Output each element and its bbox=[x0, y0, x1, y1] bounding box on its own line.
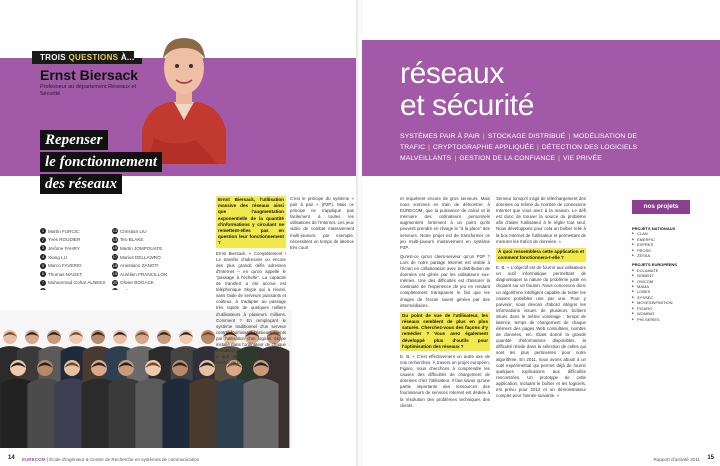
name-text: Xiang LU bbox=[48, 254, 67, 260]
topic-separator: | bbox=[568, 133, 571, 140]
project-item: ▶ EXPRES bbox=[632, 242, 694, 247]
col2-paragraph-1: Serveur lorsqu'il s'agit de téléchargement des données ou même du nombre de connexions Internet que vous avez à la maison. Le défi est donc de trouver la source du problème afin d'aider l'utilisateur à le régler tout seul. Nous développons pour cela un boîtier relié à la box Internet de l'utilisateur et permettant de mesurer les trafics de données. » bbox=[496, 196, 586, 244]
left-page bbox=[0, 0, 358, 466]
topic-separator: | bbox=[482, 133, 485, 140]
topic-separator: | bbox=[558, 155, 561, 162]
topic-separator: | bbox=[537, 144, 539, 151]
interviewee-name: Ernst Biersack bbox=[40, 67, 139, 83]
interview-column-1 bbox=[216, 196, 286, 369]
projects-heading-european: PROJETS EUROPÉENS bbox=[632, 262, 677, 268]
topic-separator: | bbox=[454, 155, 457, 162]
team-name-item bbox=[40, 236, 110, 245]
name-text: Jérôme FAHRY bbox=[48, 245, 80, 251]
footer-rest: | École d'ingénieur & Centre de Recherche en systèmes de communication bbox=[45, 457, 200, 462]
title-line-2: le fonctionnement bbox=[40, 152, 162, 172]
article-title bbox=[40, 130, 162, 196]
project-item: ▶ SYSSEC bbox=[632, 295, 694, 300]
project-item: ▶ EMERFIC bbox=[632, 237, 694, 242]
kicker-highlight: QUESTIONS bbox=[68, 53, 119, 62]
title-line-1: Repenser bbox=[40, 130, 108, 150]
topic-item: GESTION DE LA CONFIANCE bbox=[459, 155, 556, 162]
project-item: ▶ OWCOM bbox=[632, 279, 694, 284]
right-footer-text: Rapport d'activité 2011 bbox=[653, 457, 700, 462]
section-title bbox=[400, 58, 534, 122]
topic-item: DÉTECTION DES LOGICIELS MALVEILLANTS bbox=[400, 144, 638, 162]
team-name-item bbox=[40, 253, 110, 262]
question-2: Du point de vue de l'utilisateur, les réseaux semblent de plus en plus saturés. Cherchez-vous des façons d'y remédier ? Vous avez également développé plus d'outils pour l'optimisation des réseaux ? bbox=[400, 312, 490, 351]
answer-2: C'est le principe du système « pair à pair » (P2P). Mais ce principe ne s'applique pas facilement à toutes les utilisations de l'Internet. Les jeux vidéo de combat massivement multi-joueurs, par exemple, nécessitent un temps de latence très court bbox=[290, 196, 354, 250]
name-number-badge: 4 bbox=[41, 254, 45, 260]
team-name-item bbox=[40, 261, 110, 270]
name-number-badge: 1 bbox=[41, 228, 45, 234]
article-column-1 bbox=[400, 196, 490, 412]
team-name-item bbox=[40, 270, 110, 279]
team-name-item bbox=[112, 279, 182, 288]
col2-paragraph-2: E. B. « L'objectif est de fournir aux utilisateurs un outil informatique permettant de diagnostiquer la nature du problème juste en cliquant sur un bouton. Nous concevons donc un algorithme intelligent capable de tester les causes possibles une par une. Pour y parvenir, nous devons d'abord intégrer les informations issues de plusieurs boîtiers situés dans le même voisinage : temps de latence, temps de chargement de chaque élément des pages Web consultées, nombre de données, etc. Étant donné la grande quantité d'informations disponibles, la difficulté réside dans la sélection de celles qui sont les plus pertinentes pour notre algorithme. En 2011, nous avons abouti à un outil expérimental qui permet déjà de fournir quelques explications aux difficultés rencontrées. Un prototype de cette application, incluant le boîtier et les logiciels, est prévu pour 2012 et un démonstrateur complet pour l'année suivante. » bbox=[496, 265, 586, 399]
right-footer bbox=[362, 452, 720, 466]
team-name-item bbox=[112, 227, 182, 236]
kicker-prefix: TROIS bbox=[40, 53, 69, 62]
project-item: ▶ NOBENT bbox=[632, 273, 694, 278]
name-text: Martin FURCIC bbox=[48, 228, 80, 234]
name-text: Olivier BOGACK bbox=[120, 280, 154, 286]
topic-item: CRYPTOGRAPHIE APPLIQUÉE bbox=[433, 144, 535, 151]
name-number-badge: 17 bbox=[112, 254, 118, 260]
name-text: Anestiano ZANOTI bbox=[120, 263, 159, 269]
topic-item: STOCKAGE DISTRIBUÉ bbox=[487, 133, 566, 140]
topic-separator: | bbox=[428, 144, 431, 151]
left-page-number: 14 bbox=[8, 455, 15, 461]
name-text: Thomas MAGET bbox=[48, 271, 83, 277]
project-item: ▶ ZESSA bbox=[632, 253, 694, 258]
article-column-2 bbox=[496, 196, 586, 402]
team-name-item bbox=[112, 236, 182, 245]
question-1: Ernst Biersack, l'utilisation massive des réseaux ainsi que l'augmentation exponentielle de la quantité d'informations y circulant ne remettent-elles pas en question leur fonctionnement ? bbox=[216, 196, 286, 248]
team-name-item bbox=[40, 227, 110, 236]
project-item: ▶ PHI-SERIES bbox=[632, 317, 694, 322]
name-number-badge: 7 bbox=[41, 279, 45, 285]
name-number-badge: 16 bbox=[112, 245, 118, 251]
topic-item: SYSTÈMES PAIR À PAIR bbox=[400, 133, 480, 140]
team-name-item bbox=[112, 261, 182, 270]
kicker-suffix: À... bbox=[118, 53, 135, 62]
project-item: ▶ ECLAMATE bbox=[632, 268, 694, 273]
project-item: ▶ FIGARO bbox=[632, 306, 694, 311]
name-number-badge: 6 bbox=[41, 271, 45, 277]
title-line-3: des réseaux bbox=[40, 174, 122, 194]
col1-paragraph-2: Qu'est-ce qu'un client-serveur qu'un P2P ? Lors de notre partage Internet est visible à l'écran en collaboration avec la distribution de données est gérée par les utilisateurs eux-mêmes. Une des difficultés est d'assurer la continuité de l'expérience de jeu en rendant complètement transparent le fait que les images de l'écran soient gérées par des intermédiaires. bbox=[400, 253, 490, 308]
name-text: Marius DELLAWRO bbox=[120, 254, 161, 260]
name-text: Teo BLAKE bbox=[120, 237, 144, 243]
name-number-badge: 19 bbox=[112, 271, 118, 277]
name-number-badge: 5 bbox=[41, 262, 45, 268]
interview-column-2 bbox=[290, 196, 354, 254]
name-number-badge: 2 bbox=[41, 236, 45, 242]
research-topics bbox=[400, 131, 700, 164]
name-text: Muhammad Gohar ALNEES bbox=[48, 280, 106, 286]
team-name-item bbox=[112, 270, 182, 279]
answer-1: Ernst Biersack. « Complètement ! Le transfer d'adresses ou encore des plus grands défis adresses d'Internet – en qu'on appelle le "passage à l'échelle". La capacité de transfert a été accrue est téléphonique Skype qui a réussi, sans l'aide de serveurs puissants et coûteux, à s'adapter au passage très rapide de quelques milliers d'utilisateurs à plusieurs millions. Comment ? En remplaçant le système traditionnel d'un serveur central fournissant plusieurs clients par l'utilisation d'un logiciel Skype installé dans l'ordinateur de chaque utilisateur, qui permettent de mettre à leur tour leurs ressources au service de tous. bbox=[216, 250, 286, 366]
team-name-item bbox=[112, 253, 182, 262]
kicker-label bbox=[32, 51, 142, 64]
project-item: ▶ WOMBAT bbox=[632, 311, 694, 316]
name-text: Aurélien FRANCILLON bbox=[120, 271, 168, 277]
name-number-badge: 15 bbox=[112, 236, 118, 242]
name-text: Yves ROUDIER bbox=[48, 237, 81, 243]
name-number-badge: 14 bbox=[112, 228, 118, 234]
name-text: Martin JOMPOUATE bbox=[120, 245, 163, 251]
name-text: Marco FAVERIO bbox=[48, 263, 82, 269]
footer-brand: EURECOM bbox=[22, 457, 46, 462]
project-item: ▶ LOBES bbox=[632, 289, 694, 294]
name-number-badge: 20 bbox=[112, 279, 118, 285]
project-item: ▶ MOVESINFINITION bbox=[632, 300, 694, 305]
projects-tab: nos projets bbox=[632, 200, 690, 214]
project-item: ▶ PROSE bbox=[632, 248, 694, 253]
team-name-item bbox=[40, 279, 110, 288]
question-3: À quoi ressemblera cette application et comment fonctionnera-t-elle ? bbox=[496, 248, 586, 262]
section-title-line-2: et sécurité bbox=[400, 89, 534, 122]
section-title-line-1: réseaux bbox=[400, 57, 504, 90]
team-name-item bbox=[40, 244, 110, 253]
projects-list-national bbox=[632, 231, 694, 258]
left-footer bbox=[0, 452, 358, 466]
projects-list-european bbox=[632, 268, 694, 322]
topic-item: VIE PRIVÉE bbox=[563, 155, 602, 162]
topic-item: MODÉLISATION DE TRAFIC bbox=[400, 133, 637, 151]
right-page bbox=[362, 0, 720, 466]
team-name-item bbox=[112, 244, 182, 253]
project-item: ▶ CLAN bbox=[632, 231, 694, 236]
right-page-number: 15 bbox=[707, 455, 714, 461]
col1-paragraph-3: E. B. « C'est effectivement un autre axe de nos recherches. À travers un projet européen, Figaro, nous cherchons à comprendre les causes des difficultés de chargement de données chez l'utilisateur. Il faut savoir qu'une partie importante des ressources des fournisseurs de services Internet est dédiée à la résolution des problèmes techniques des clients. bbox=[400, 353, 490, 408]
left-footer-text bbox=[22, 457, 199, 462]
interviewee-role: Professeur au département Réseaux et Sécurité bbox=[40, 84, 137, 97]
project-item: ▶ MAMA bbox=[632, 284, 694, 289]
col1-paragraph-1: et requièrent encore de gros serveurs. Mais nous sommes en train de démontrer, à EURECOM, que la puissance de calcul et la mémoire des ordinateurs personnels augmentent fortement à un point qu'ils peuvent prendre en charge le "à la place" des serveurs. Notre projet est de transformer ce jeu multi-joueurs massivement en système P2P. bbox=[400, 196, 490, 250]
projects-sidebar bbox=[632, 222, 694, 322]
name-number-badge: 3 bbox=[41, 245, 45, 251]
name-number-badge: 18 bbox=[112, 262, 118, 268]
name-text: Christian LIU bbox=[120, 228, 147, 234]
projects-heading-national: PROJETS NATIONAUX bbox=[632, 226, 676, 231]
